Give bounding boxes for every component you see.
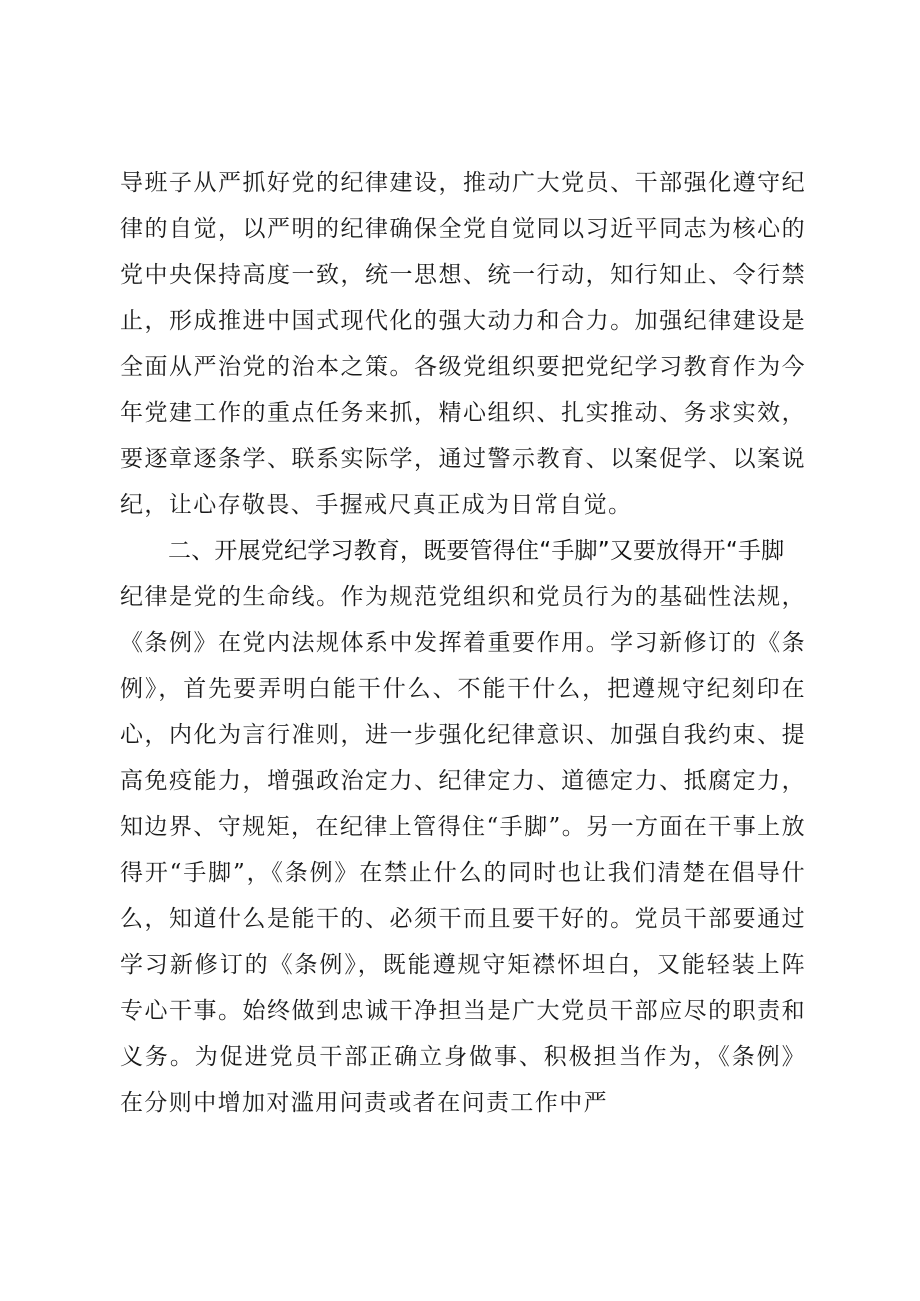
section-heading-2: 二、开展党纪学习教育，既要管得住“手脚”又要放得开“手脚: [168, 538, 785, 564]
document-body: [120, 160, 806, 1126]
body-paragraph-section-2: 纪律是党的生命线。作为规范党组织和党员行为的基础性法规，《条例》在党内法规体系中发挥着重要作用。学习新修订的《条例》，首先要弄明白能干什么、不能干什么，把遵规守纪刻印在心，内化为言行准则，进一步强化纪律意识、加强自我约束、提高免疫能力，增强政治定力、纪律定力、道德定力、抵腐定力，知边界、守规矩，在纪律上管得住“手脚”。另一方面在干事上放得开“手脚”，《条例》在禁止什么的同时也让我们清楚在倡导什么，知道什么是能干的、必须干而且要干好的。党员干部要通过学习新修订的《条例》，既能遵规守矩襟怀坦白，又能轻装上阵专心干事。始终做到忠诚干净担当是广大党员干部应尽的职责和义务。为促进党员干部正确立身做事、积极担当作为，《条例》在分则中增加对滥用问责或者在问责工作中严: [120, 584, 806, 1116]
body-paragraph-continued: 导班子从严抓好党的纪律建设，推动广大党员、干部强化遵守纪律的自觉，以严明的纪律确保全党自觉同以习近平同志为核心的党中央保持高度一致，统一思想、统一行动，知行知止、令行禁止，形成推进中国式现代化的强大动力和合力。加强纪律建设是全面从严治党的治本之策。各级党组织要把党纪学习教育作为今年党建工作的重点任务来抓，精心组织、扎实推动、务求实效，要逐章逐条学、联系实际学，通过警示教育、以案促学、以案说纪，让心存敬畏、手握戒尺真正成为日常自觉。: [120, 170, 806, 518]
